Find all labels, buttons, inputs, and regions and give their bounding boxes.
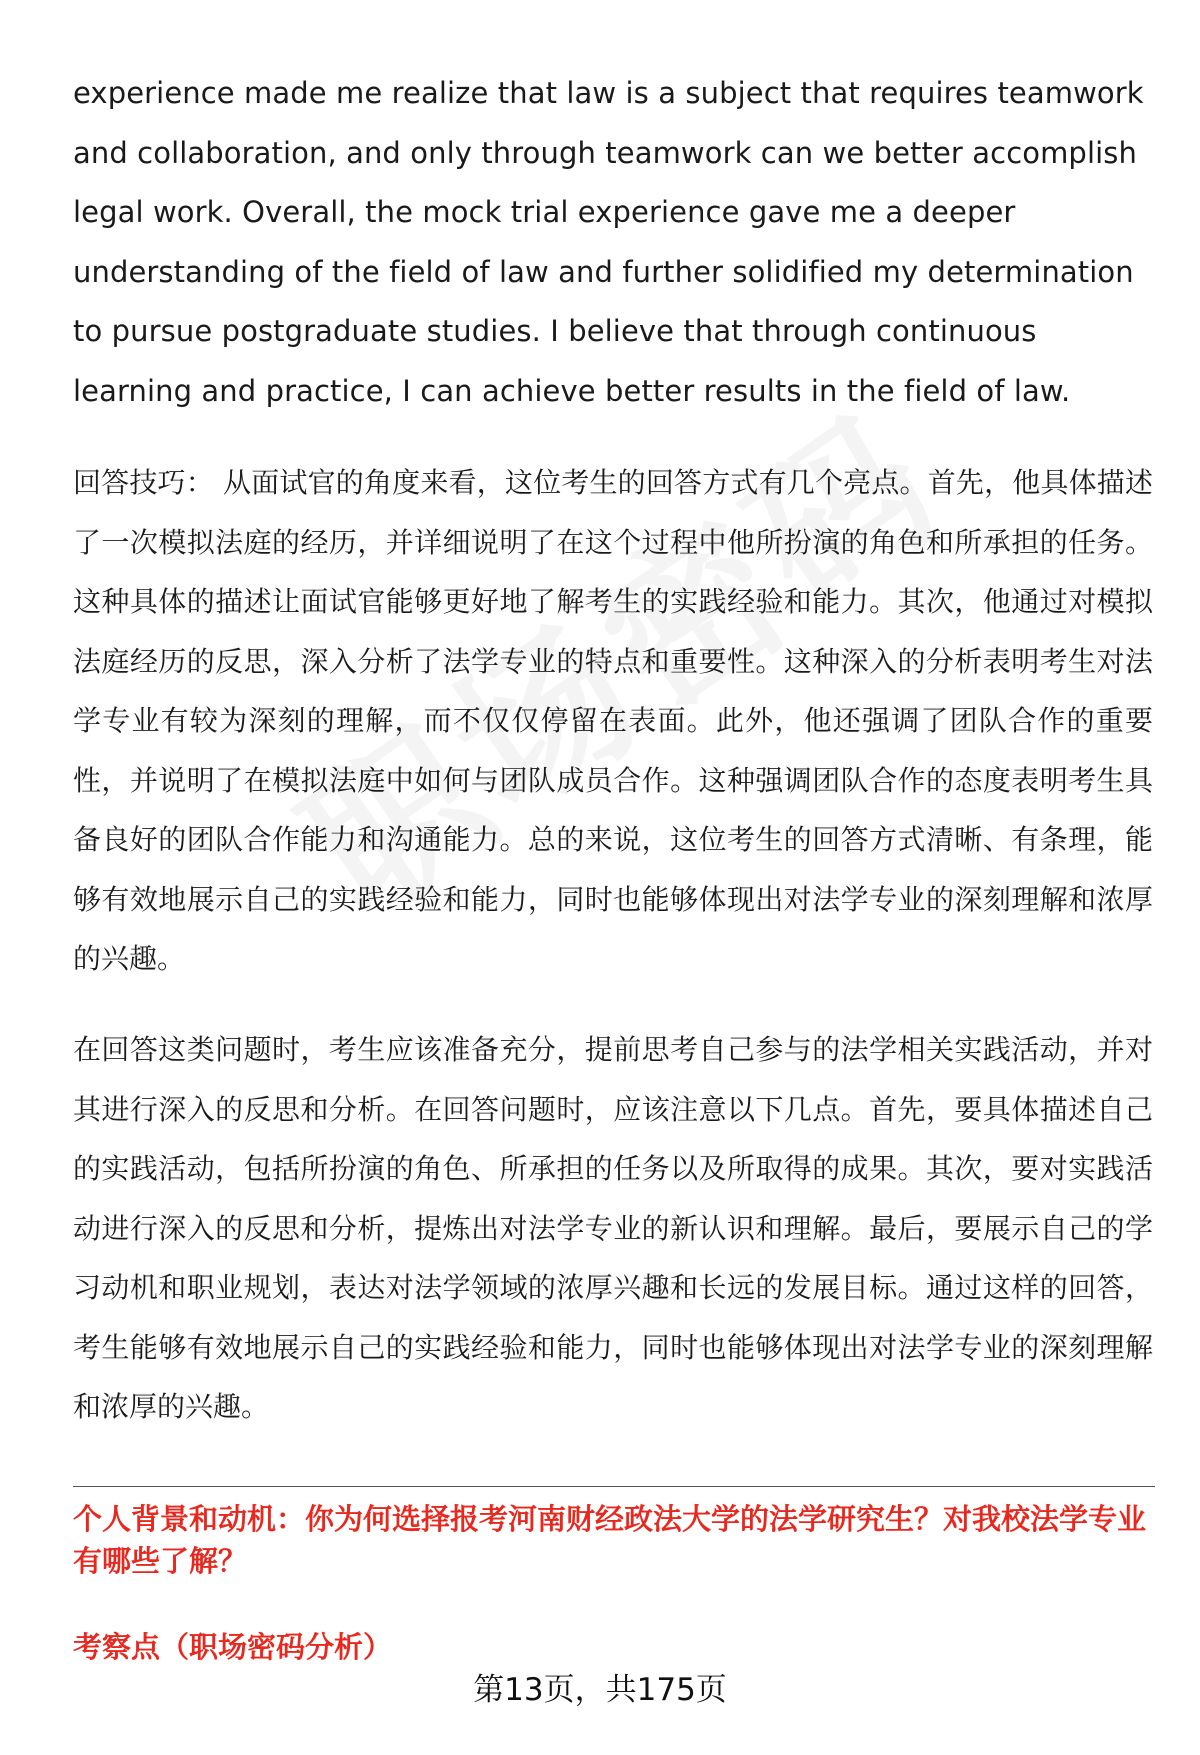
body-paragraph-english: experience made me realize that law is a subject that requires teamwork and collaboration, and only through teamwork can we better accomplish legal work. Overall, the mock trial experience gave me a deeper understanding of the field of law and further solidified my determination to pursue postgraduate studies. I believe that through continuous learning and practice, I can achieve better results in the field of law. (73, 76, 1144, 408)
section-divider (73, 1486, 1155, 1487)
answer-tips-paragraph: 回答技巧： 从面试官的角度来看，这位考生的回答方式有几个亮点。首先，他具体描述了一次模拟法庭的经历，并详细说明了在这个过程中他所扮演的角色和所承担的任务。这种具体的描述让面试官能够更好地了解考生的实践经验和能力。其次，他通过对模拟法庭经历的反思，深入分析了法学专业的特点和重要性。这种深入的分析表明考生对法学专业有较为深刻的理解，而不仅仅停留在表面。此外，他还强调了团队合作的重要性，并说明了在模拟法庭中如何与团队成员合作。这种强调团队合作的态度表明考生具备良好的团队合作能力和沟通能力。总的来说，这位考生的回答方式清晰、有条理，能够有效地展示自己的实践经验和能力，同时也能够体现出对法学专业的深刻理解和浓厚的兴趣。 (73, 466, 1153, 975)
advice-paragraph: 在回答这类问题时，考生应该准备充分，提前思考自己参与的法学相关实践活动，并对其进行深入的反思和分析。在回答问题时，应该注意以下几点。首先，要具体描述自己的实践活动，包括所扮演的角色、所承担的任务以及所取得的成果。其次，要对实践活动进行深入的反思和分析，提炼出对法学专业的新认识和理解。最后，要展示自己的学习动机和职业规划，表达对法学领域的浓厚兴趣和长远的发展目标。通过这样的回答，考生能够有效地展示自己的实践经验和能力，同时也能够体现出对法学专业的深刻理解和浓厚的兴趣。 (73, 1033, 1153, 1423)
page-number: 第13页，共175页 (473, 1672, 727, 1708)
interview-question: 个人背景和动机：你为何选择报考河南财经政法大学的法学研究生？对我校法学专业有哪些了解？ (73, 1502, 1147, 1578)
assessment-point-heading: 考察点（职场密码分析） (73, 1630, 393, 1664)
